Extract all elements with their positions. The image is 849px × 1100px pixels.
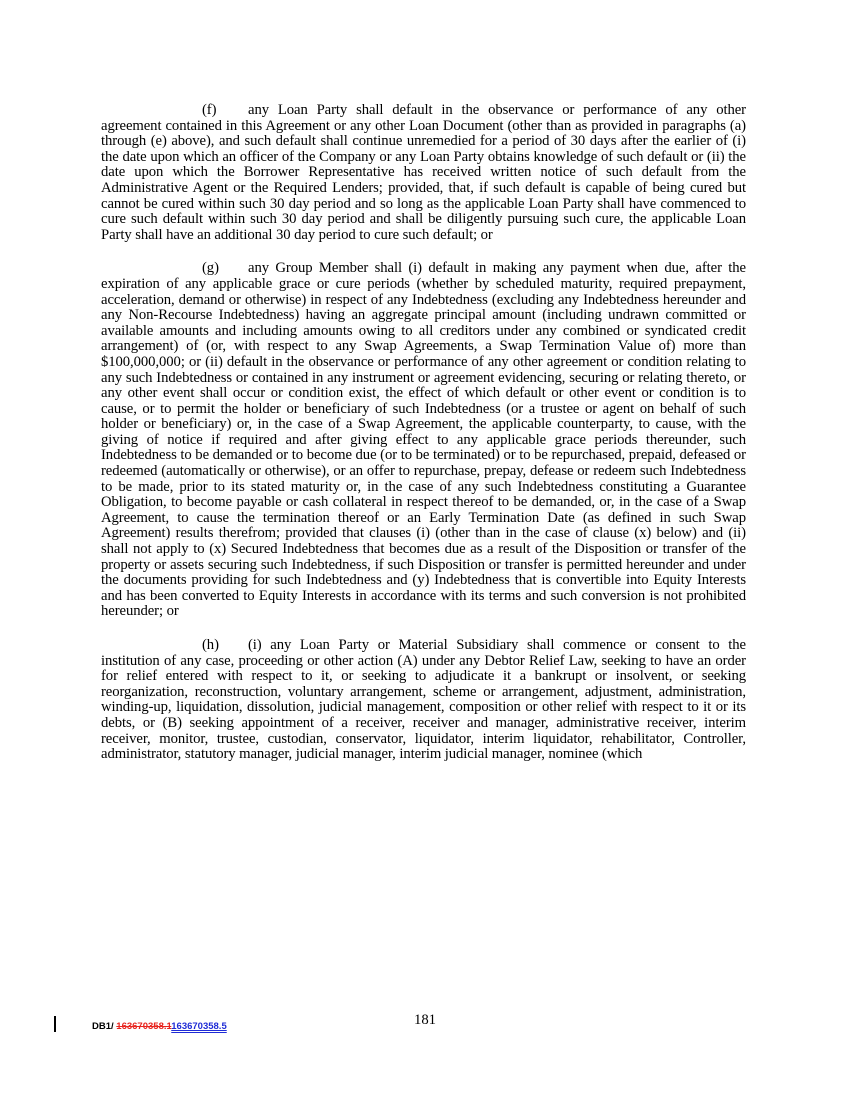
document-id-deleted: 163670358.1 [116, 1021, 172, 1032]
page-number: 181 [413, 1012, 437, 1028]
document-body [101, 103, 746, 781]
paragraph-f [101, 103, 746, 243]
document-id-prefix: DB1/ [92, 1021, 117, 1032]
paragraph-f-text: any Loan Party shall default in the observance or performance of any other agreement contained in this Agreement or any other Loan Document (other than as provided in paragraphs (a) through (e) above), and such default shall continue unremedied for a period of 30 days after the earlier of (i) the date upon which an officer of the Company or any Loan Party obtains knowledge of such default or (ii) the date upon which the Borrower Representative has received written notice of such default from the Administrative Agent or the Required Lenders; provided, that, if such default is capable of being cured but cannot be cured within such 30 day period and so long as the applicable Loan Party shall have commenced to cure such default within such 30 day period and shall be diligently pursuing such cure, the applicable Loan Party shall have an additional 30 day period to cure such default; or [101, 102, 746, 243]
paragraph-g-text: any Group Member shall (i) default in making any payment when due, after the expiration of any applicable grace or cure periods (whether by scheduled maturity, required prepayment, acceleration, demand or otherwise) in respect of any Indebtedness (excluding any Indebtedness hereunder and any Non-Recourse Indebtedness) having an aggregate principal amount (including undrawn committed or available amounts and including amounts owing to all creditors under any combined or syndicated credit arrangement) of (or, with respect to any Swap Agreements, a Swap Termination Value of) more than $100,000,000; or (ii) default in the observance or performance of any other agreement or condition relating to any such Indebtedness or contained in any instrument or agreement evidencing, securing or relating thereto, or any other event shall occur or condition exist, the effect of which default or other event or condition is to cause, or to permit the holder or beneficiary of such Indebtedness (or a trustee or agent on behalf of such holder or beneficiary) or, in the case of a Swap Agreement, the applicable counterparty, to cause, with the giving of notice if required and after giving effect to any applicable grace periods thereunder, such Indebtedness to be demanded or to become due (or to be terminated) or to be repurchased, prepaid, defeased or redeemed (automatically or otherwise), or an offer to repurchase, prepay, defease or redeem such Indebtedness to be made, prior to its stated maturity or, in the case of any such Indebtedness constituting a Guarantee Obligation, to become payable or cash collateral in respect thereof to be demanded, or, in the case of a Swap Agreement, to cause the termination thereof or an Early Termination Date (as defined in such Swap Agreement) results therefrom; provided that clauses (i) (other than in the case of clause (x) below) and (ii) shall not apply to (x) Secured Indebtedness that becomes due as a result of the Disposition or transfer of the property or assets securing such Indebtedness, if such Disposition or transfer is permitted hereunder and under the documents providing for such Indebtedness and (y) Indebtedness that is convertible into Equity Interests and has been converted to Equity Interests in accordance with its terms and such conversion is not prohibited hereunder; or [101, 260, 746, 620]
paragraph-h [101, 638, 746, 763]
document-id [92, 1021, 227, 1032]
page-footer [0, 1012, 849, 1038]
paragraph-g-label: (g) [202, 260, 219, 277]
paragraph-g [101, 261, 746, 620]
paragraph-h-text: (i) any Loan Party or Material Subsidiary shall commence or consent to the institution of any case, proceeding or other action (A) under any Debtor Relief Law, seeking to have an order for relief entered with respect to it, or seeking to adjudicate it a bankrupt or insolvent, or seeking reorganization, reconstruction, voluntary arrangement, scheme or arrangement, adjustment, administration, winding-up, liquidation, dissolution, judicial management, composition or other relief with respect to it or its debts, or (B) seeking appointment of a receiver, receiver and manager, administrative receiver, interim receiver, monitor, trustee, custodian, conservator, liquidator, interim liquidator, rehabilitator, Controller, administrator, statutory manager, judicial manager, interim judicial manager, nominee (which [101, 637, 746, 763]
paragraph-h-label: (h) [202, 637, 219, 653]
paragraph-f-label: (f) [202, 102, 217, 118]
revision-change-bar [54, 1016, 56, 1032]
document-id-inserted: 163670358.5 [171, 1021, 227, 1032]
